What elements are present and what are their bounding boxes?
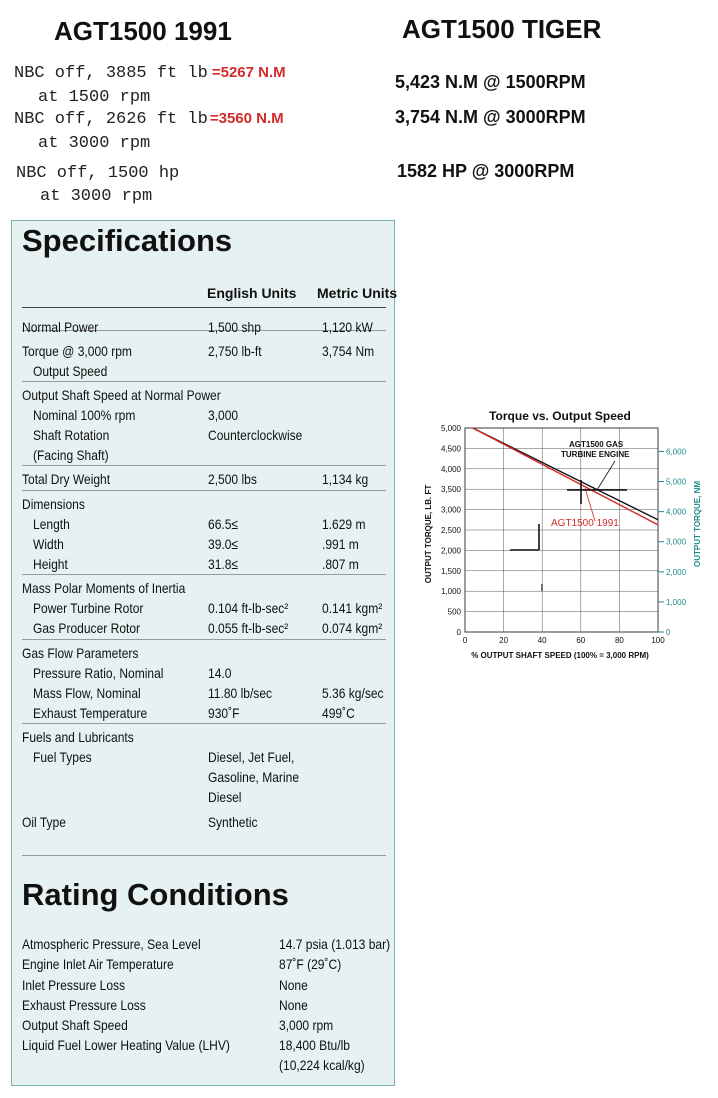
specifications-title: Specifications [22,223,233,258]
y-tick-label: 4,500 [440,444,461,454]
spec-label: Gas Flow Parameters [22,645,139,661]
y-axis-label: OUTPUT TORQUE, LB. FT [424,484,433,584]
y-tick-label: 1,500 [440,566,461,576]
nbc-line-2: NBC off, 2626 ft lb =3560 N.M [14,110,284,129]
y-tick-label: 5,000 [440,424,461,433]
spec-label: Oil Type [22,814,66,830]
y2-tick-label: 0 [666,628,671,637]
spec-metric-value: 1,134 kg [322,471,369,487]
spec-metric-value: 1,120 kW [322,319,373,335]
spec-english-value: 0.104 ft-lb-sec² [208,600,289,616]
nbc-line-3: NBC off, 1500 hp [16,164,180,183]
section-rule [22,855,386,856]
rating-label: Engine Inlet Air Temperature [22,956,174,972]
y-tick-label: 500 [447,607,461,617]
y2-tick-label: 4,000 [666,507,687,517]
y-tick-label: 1,000 [440,587,461,597]
spec-label: Shaft Rotation [33,427,110,443]
spec-english-value: Counterclockwise [208,427,303,443]
spec-english-value: 31.8≤ [208,556,239,572]
section-rule [22,490,386,491]
spec-english-value: 1,500 shp [208,319,261,335]
rating-label: Atmospheric Pressure, Sea Level [22,936,201,952]
spec-english-value: Diesel [208,789,242,805]
y2-tick-label: 1,000 [666,597,687,607]
x-tick-label: 20 [499,636,509,645]
y2-tick-label: 5,000 [666,477,687,487]
rating-value: 3,000 rpm [279,1017,334,1033]
spec-english-value: Diesel, Jet Fuel, [208,749,295,765]
col-metric-header: Metric Units [317,285,398,301]
spec-label: (Facing Shaft) [33,447,109,463]
rating-label: Exhaust Pressure Loss [22,997,146,1013]
spec-label: Output Speed [33,363,108,379]
spec-label: Torque @ 3,000 rpm [22,343,132,359]
spec-label: Power Turbine Rotor [33,600,144,616]
rating-label: Liquid Fuel Lower Heating Value (LHV) [22,1037,230,1053]
spec-metric-value: .807 m [322,556,359,572]
y2-tick-label: 2,000 [666,567,687,577]
spec-english-value: 2,750 lb-ft [208,343,262,359]
x-tick-label: 40 [537,636,547,645]
spec-label: Mass Polar Moments of Inertia [22,580,186,596]
x-tick-label: 80 [614,636,624,645]
y2-tick-label: 3,000 [666,537,687,547]
y-tick-label: 0 [456,628,461,637]
nbc-metric-2: =3560 N.M [209,110,284,127]
spec-metric-value: 499˚C [322,705,355,721]
tiger-torque-1500: 5,423 N.M @ 1500RPM [395,72,586,92]
spec-english-value: Gasoline, Marine [208,769,300,785]
right-title: AGT1500 TIGER [402,14,602,44]
section-rule [22,639,386,640]
rating-value: 18,400 Btu/lb [279,1037,350,1053]
spec-label: Nominal 100% rpm [33,407,136,423]
annotation-gas-turbine-1: AGT1500 GAS [569,440,624,449]
spec-label: Exhaust Temperature [33,705,148,721]
header-rule [22,307,386,308]
spec-english-value: 66.5≤ [208,516,239,532]
chart-title: Torque vs. Output Speed [489,409,631,423]
section-rule [22,723,386,724]
rating-value: None [279,997,308,1013]
annotation-1991: AGT1500 1991 [551,518,619,529]
spec-metric-value: 1.629 m [322,516,366,532]
spec-label: Fuels and Lubricants [22,729,134,745]
spec-label: Normal Power [22,319,99,335]
rating-value: 14.7 psia (1.013 bar) [279,936,391,952]
spec-metric-value: 5.36 kg/sec [322,685,384,701]
spec-label: Gas Producer Rotor [33,620,141,636]
left-title: AGT1500 1991 [54,16,232,46]
spec-label: Width [33,536,64,552]
spec-english-value: 14.0 [208,665,232,681]
rating-value: None [279,977,308,993]
specifications-panel [11,220,398,1086]
spec-label: Output Shaft Speed at Normal Power [22,387,221,403]
rating-conditions-title: Rating Conditions [22,877,289,912]
spec-english-value: 0.055 ft-lb-sec² [208,620,289,636]
torque-chart [420,384,710,666]
tiger-torque-3000: 3,754 N.M @ 3000RPM [395,107,586,127]
y-tick-label: 2,500 [440,526,461,535]
spec-metric-value: 0.141 kgm² [322,600,383,616]
spec-label: Fuel Types [33,749,92,765]
y-tick-label: 4,000 [440,464,461,474]
spec-english-value: 2,500 lbs [208,471,257,487]
section-rule [22,465,386,466]
nbc-line-3b: at 3000 rpm [40,187,153,206]
section-rule [22,574,386,575]
rating-value: 87˚F (29˚C) [279,956,342,972]
torque-chart-svg [420,384,710,666]
col-english-header: English Units [207,285,297,301]
spec-label: Length [33,516,70,532]
nbc-metric-1: =5267 N.M [211,64,286,81]
spec-english-value: Synthetic [208,814,258,830]
y-tick-label: 3,500 [440,485,461,495]
spec-english-value: 3,000 [208,407,239,423]
x-tick-label: 0 [462,636,468,645]
spec-label: Mass Flow, Nominal [33,685,141,701]
spec-metric-value: 0.074 kgm² [322,620,383,636]
spec-english-value: 39.0≤ [208,536,239,552]
nbc-line-1b: at 1500 rpm [38,88,151,107]
y-tick-label: 3,000 [440,505,461,515]
section-rule [22,381,386,382]
x-tick-label: 60 [576,636,586,645]
spec-english-value: 930˚F [208,705,240,721]
rating-label: Inlet Pressure Loss [22,977,126,993]
x-axis-label: % OUTPUT SHAFT SPEED (100% = 3,000 RPM) [471,651,649,660]
tiger-hp: 1582 HP @ 3000RPM [397,161,575,181]
nbc-line-1: NBC off, 3885 ft lb =5267 N.M [14,64,286,83]
spec-label: Total Dry Weight [22,471,111,487]
spec-label: Height [33,556,68,572]
spec-metric-value: .991 m [322,536,359,552]
annotation-gas-turbine-2: TURBINE ENGINE [561,450,630,459]
x-tick-label: 100 [651,636,665,645]
y-tick-label: 2,000 [440,546,461,556]
spec-english-value: 11.80 lb/sec [208,685,273,701]
spec-metric-value: 3,754 Nm [322,343,375,359]
y2-axis-label: OUTPUT TORQUE, NM [693,480,702,568]
spec-label: Pressure Ratio, Nominal [33,665,164,681]
y2-tick-label: 6,000 [666,447,687,457]
nbc-line-2b: at 3000 rpm [38,134,151,153]
rating-label: Output Shaft Speed [22,1017,128,1033]
rating-value: (10,224 kcal/kg) [279,1057,365,1073]
spec-label: Dimensions [22,496,85,512]
